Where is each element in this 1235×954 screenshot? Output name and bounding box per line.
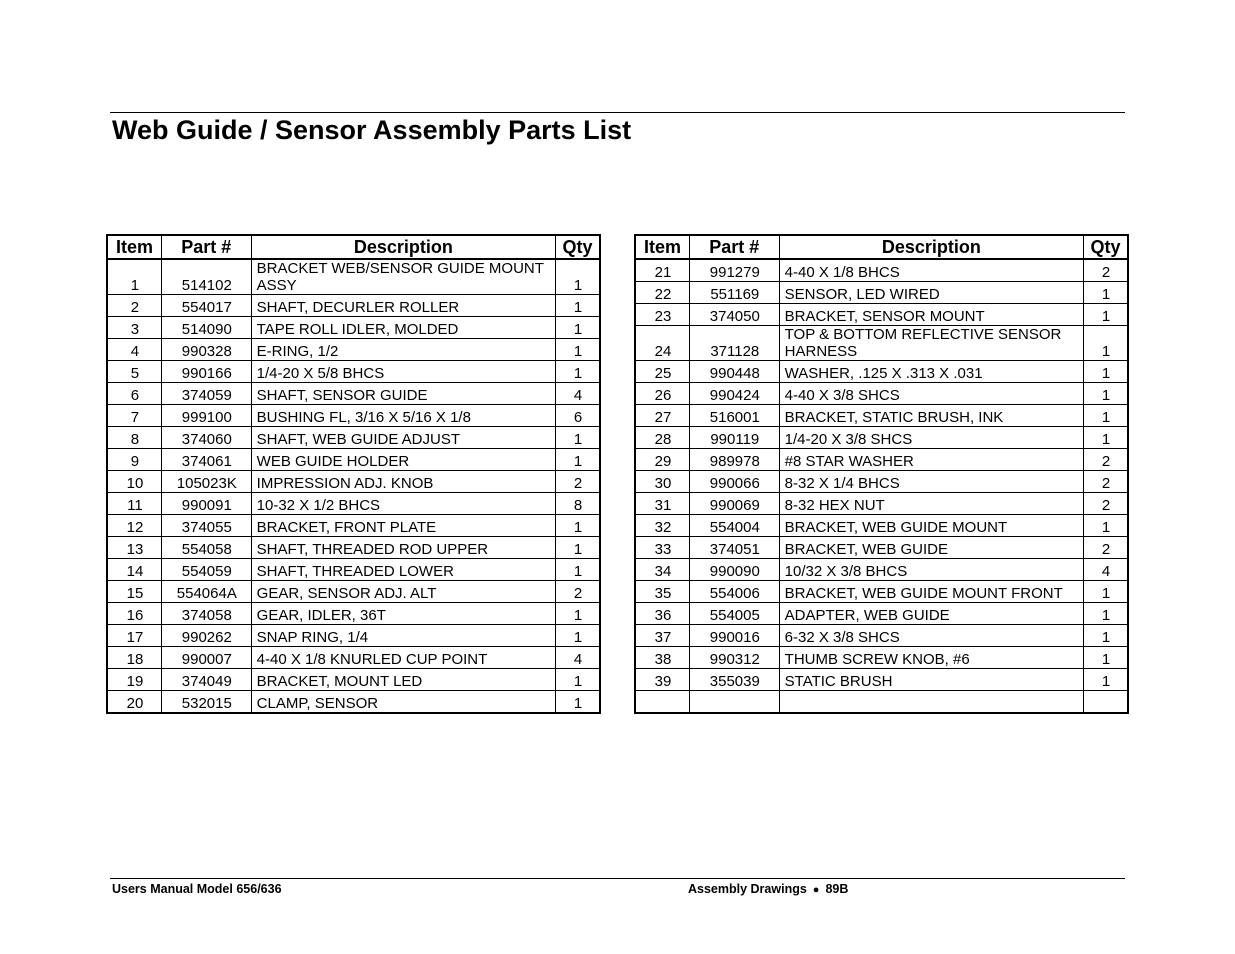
table-row	[635, 304, 1128, 326]
cell-item: 26	[635, 383, 689, 405]
cell-part-number: 554064A	[161, 581, 251, 603]
cell-qty: 1	[1084, 625, 1128, 647]
cell-qty: 1	[556, 669, 600, 691]
cell-qty: 1	[1084, 581, 1128, 603]
cell-item: 19	[107, 669, 161, 691]
cell-description: 6-32 X 3/8 SHCS	[779, 625, 1083, 647]
table-row	[635, 427, 1128, 449]
table-row	[107, 515, 600, 537]
table-header-row	[107, 235, 600, 259]
cell-part-number: 516001	[689, 405, 779, 427]
table-row	[635, 691, 1128, 714]
table-header-row	[635, 235, 1128, 259]
cell-qty: 1	[556, 449, 600, 471]
cell-item: 5	[107, 361, 161, 383]
cell-item: 31	[635, 493, 689, 515]
cell-qty: 1	[556, 625, 600, 647]
cell-description: ADAPTER, WEB GUIDE	[779, 603, 1083, 625]
cell-item: 10	[107, 471, 161, 493]
cell-description: TOP & BOTTOM REFLECTIVE SENSOR HARNESS	[779, 326, 1083, 361]
column-header-qty: Qty	[556, 235, 600, 259]
table-row	[107, 383, 600, 405]
table-row	[635, 581, 1128, 603]
table-row	[635, 405, 1128, 427]
cell-item: 29	[635, 449, 689, 471]
cell-item: 14	[107, 559, 161, 581]
cell-description: GEAR, IDLER, 36T	[251, 603, 555, 625]
cell-description: 4-40 X 3/8 SHCS	[779, 383, 1083, 405]
cell-qty: 1	[1084, 361, 1128, 383]
cell-qty: 8	[556, 493, 600, 515]
cell-qty: 1	[556, 259, 600, 295]
table-row	[635, 515, 1128, 537]
cell-qty: 1	[1084, 669, 1128, 691]
cell-part-number: 554058	[161, 537, 251, 559]
cell-qty: 1	[1084, 326, 1128, 361]
cell-qty: 2	[1084, 471, 1128, 493]
cell-qty: 1	[556, 515, 600, 537]
cell-part-number: 990119	[689, 427, 779, 449]
cell-part-number: 554004	[689, 515, 779, 537]
cell-description: SHAFT, THREADED LOWER	[251, 559, 555, 581]
column-header-part: Part #	[689, 235, 779, 259]
cell-description: BRACKET, WEB GUIDE	[779, 537, 1083, 559]
cell-part-number: 990328	[161, 339, 251, 361]
cell-part-number: 990424	[689, 383, 779, 405]
cell-part-number: 374051	[689, 537, 779, 559]
cell-item: 20	[107, 691, 161, 714]
table-row	[635, 259, 1128, 282]
cell-item: 16	[107, 603, 161, 625]
cell-item: 8	[107, 427, 161, 449]
cell-part-number: 990448	[689, 361, 779, 383]
cell-part-number: 990166	[161, 361, 251, 383]
cell-part-number: 532015	[161, 691, 251, 714]
cell-qty: 1	[1084, 603, 1128, 625]
cell-part-number: 551169	[689, 282, 779, 304]
cell-qty: 1	[1084, 304, 1128, 326]
cell-qty: 1	[556, 603, 600, 625]
cell-qty: 1	[556, 537, 600, 559]
cell-part-number: 105023K	[161, 471, 251, 493]
cell-description: SHAFT, WEB GUIDE ADJUST	[251, 427, 555, 449]
cell-qty: 1	[1084, 427, 1128, 449]
cell-qty: 4	[556, 647, 600, 669]
cell-description: SNAP RING, 1/4	[251, 625, 555, 647]
table-row	[107, 647, 600, 669]
table-row	[107, 405, 600, 427]
cell-part-number: 554005	[689, 603, 779, 625]
footer-manual-title: Users Manual Model 656/636	[112, 882, 282, 896]
cell-description: STATIC BRUSH	[779, 669, 1083, 691]
cell-qty: 6	[556, 405, 600, 427]
footer-section	[688, 882, 848, 896]
cell-item: 39	[635, 669, 689, 691]
cell-part-number: 990091	[161, 493, 251, 515]
cell-description: 1/4-20 X 3/8 SHCS	[779, 427, 1083, 449]
cell-qty: 1	[556, 339, 600, 361]
cell-part-number: 374059	[161, 383, 251, 405]
cell-item: 12	[107, 515, 161, 537]
cell-item: 36	[635, 603, 689, 625]
table-row	[107, 537, 600, 559]
table-row	[635, 282, 1128, 304]
cell-part-number: 514090	[161, 317, 251, 339]
table-row	[107, 625, 600, 647]
cell-part-number	[689, 691, 779, 714]
cell-item: 13	[107, 537, 161, 559]
cell-description: E-RING, 1/2	[251, 339, 555, 361]
cell-qty: 1	[556, 559, 600, 581]
cell-part-number: 991279	[689, 259, 779, 282]
cell-description: BUSHING FL, 3/16 X 5/16 X 1/8	[251, 405, 555, 427]
table-row	[107, 669, 600, 691]
table-row	[107, 603, 600, 625]
cell-item: 15	[107, 581, 161, 603]
cell-part-number: 374060	[161, 427, 251, 449]
cell-description: GEAR, SENSOR ADJ. ALT	[251, 581, 555, 603]
page-title: Web Guide / Sensor Assembly Parts List	[112, 115, 632, 145]
cell-part-number: 374050	[689, 304, 779, 326]
cell-description: SHAFT, THREADED ROD UPPER	[251, 537, 555, 559]
cell-description: BRACKET, WEB GUIDE MOUNT	[779, 515, 1083, 537]
table-row	[107, 559, 600, 581]
cell-part-number: 374055	[161, 515, 251, 537]
cell-qty: 4	[556, 383, 600, 405]
cell-item: 7	[107, 405, 161, 427]
cell-part-number: 554017	[161, 295, 251, 317]
cell-part-number: 990312	[689, 647, 779, 669]
table-row	[107, 259, 600, 295]
cell-item: 25	[635, 361, 689, 383]
cell-description: WEB GUIDE HOLDER	[251, 449, 555, 471]
cell-part-number: 371128	[689, 326, 779, 361]
table-row	[635, 559, 1128, 581]
cell-description: BRACKET WEB/SENSOR GUIDE MOUNT ASSY	[251, 259, 555, 295]
footer-rule	[110, 878, 1125, 879]
cell-qty: 2	[1084, 259, 1128, 282]
cell-qty: 2	[556, 581, 600, 603]
cell-part-number: 554059	[161, 559, 251, 581]
cell-description: BRACKET, MOUNT LED	[251, 669, 555, 691]
table-row	[635, 537, 1128, 559]
cell-part-number: 554006	[689, 581, 779, 603]
cell-part-number: 990069	[689, 493, 779, 515]
table-row	[107, 339, 600, 361]
table-row	[107, 691, 600, 714]
cell-description: SHAFT, SENSOR GUIDE	[251, 383, 555, 405]
cell-qty: 1	[556, 317, 600, 339]
cell-part-number: 374049	[161, 669, 251, 691]
cell-qty: 1	[1084, 383, 1128, 405]
parts-table-right	[634, 234, 1129, 714]
cell-qty: 2	[1084, 493, 1128, 515]
cell-qty: 2	[556, 471, 600, 493]
cell-item: 27	[635, 405, 689, 427]
cell-item: 4	[107, 339, 161, 361]
column-header-qty: Qty	[1084, 235, 1128, 259]
footer-page-number: 89B	[825, 882, 849, 896]
table-row	[107, 295, 600, 317]
table-row	[635, 449, 1128, 471]
table-row	[635, 669, 1128, 691]
table-row	[635, 361, 1128, 383]
cell-description: 1/4-20 X 5/8 BHCS	[251, 361, 555, 383]
cell-qty: 1	[556, 691, 600, 714]
column-header-description: Description	[251, 235, 555, 259]
cell-qty: 4	[1084, 559, 1128, 581]
cell-item: 23	[635, 304, 689, 326]
table-row	[107, 581, 600, 603]
table-row	[107, 471, 600, 493]
column-header-item: Item	[635, 235, 689, 259]
table-row	[635, 647, 1128, 669]
cell-description: BRACKET, FRONT PLATE	[251, 515, 555, 537]
cell-description: CLAMP, SENSOR	[251, 691, 555, 714]
cell-part-number: 374058	[161, 603, 251, 625]
cell-item: 18	[107, 647, 161, 669]
cell-qty: 2	[1084, 449, 1128, 471]
cell-description: 10-32 X 1/2 BHCS	[251, 493, 555, 515]
cell-description	[779, 691, 1083, 714]
cell-qty: 2	[1084, 537, 1128, 559]
cell-part-number: 990066	[689, 471, 779, 493]
cell-item: 3	[107, 317, 161, 339]
table-row	[635, 493, 1128, 515]
cell-item: 34	[635, 559, 689, 581]
column-header-part: Part #	[161, 235, 251, 259]
cell-item: 32	[635, 515, 689, 537]
cell-description: BRACKET, WEB GUIDE MOUNT FRONT	[779, 581, 1083, 603]
cell-item	[635, 691, 689, 714]
table-row	[107, 493, 600, 515]
cell-qty: 1	[556, 427, 600, 449]
cell-qty: 1	[556, 295, 600, 317]
table-row	[635, 471, 1128, 493]
cell-item: 22	[635, 282, 689, 304]
table-row	[107, 317, 600, 339]
cell-item: 21	[635, 259, 689, 282]
cell-part-number: 990007	[161, 647, 251, 669]
cell-part-number: 514102	[161, 259, 251, 295]
cell-part-number: 999100	[161, 405, 251, 427]
cell-item: 30	[635, 471, 689, 493]
cell-part-number: 989978	[689, 449, 779, 471]
cell-description: SENSOR, LED WIRED	[779, 282, 1083, 304]
table-row	[107, 361, 600, 383]
cell-part-number: 990016	[689, 625, 779, 647]
cell-description: IMPRESSION ADJ. KNOB	[251, 471, 555, 493]
cell-item: 28	[635, 427, 689, 449]
cell-item: 24	[635, 326, 689, 361]
cell-item: 2	[107, 295, 161, 317]
table-row	[635, 383, 1128, 405]
cell-item: 35	[635, 581, 689, 603]
cell-qty: 1	[556, 361, 600, 383]
cell-qty: 1	[1084, 405, 1128, 427]
cell-item: 1	[107, 259, 161, 295]
cell-description: SHAFT, DECURLER ROLLER	[251, 295, 555, 317]
table-row	[635, 326, 1128, 361]
cell-qty: 1	[1084, 282, 1128, 304]
header-rule	[110, 112, 1125, 113]
cell-description: 4-40 X 1/8 BHCS	[779, 259, 1083, 282]
cell-qty: 1	[1084, 647, 1128, 669]
cell-description: BRACKET, STATIC BRUSH, INK	[779, 405, 1083, 427]
cell-description: TAPE ROLL IDLER, MOLDED	[251, 317, 555, 339]
cell-description: 8-32 HEX NUT	[779, 493, 1083, 515]
bullet-icon: ●	[812, 884, 820, 896]
cell-item: 6	[107, 383, 161, 405]
footer-section-label: Assembly Drawings	[688, 882, 807, 896]
cell-item: 17	[107, 625, 161, 647]
column-header-description: Description	[779, 235, 1083, 259]
cell-description: THUMB SCREW KNOB, #6	[779, 647, 1083, 669]
parts-table-left	[106, 234, 601, 714]
cell-description: 10/32 X 3/8 BHCS	[779, 559, 1083, 581]
cell-description: #8 STAR WASHER	[779, 449, 1083, 471]
cell-qty: 1	[1084, 515, 1128, 537]
table-row	[107, 427, 600, 449]
column-header-item: Item	[107, 235, 161, 259]
cell-item: 11	[107, 493, 161, 515]
cell-qty	[1084, 691, 1128, 714]
cell-item: 9	[107, 449, 161, 471]
cell-item: 33	[635, 537, 689, 559]
cell-item: 37	[635, 625, 689, 647]
cell-part-number: 990262	[161, 625, 251, 647]
parts-table-right-body	[635, 259, 1128, 713]
table-row	[635, 625, 1128, 647]
parts-table-left-body	[107, 259, 600, 713]
cell-part-number: 374061	[161, 449, 251, 471]
cell-part-number: 990090	[689, 559, 779, 581]
cell-item: 38	[635, 647, 689, 669]
cell-description: BRACKET, SENSOR MOUNT	[779, 304, 1083, 326]
cell-description: 4-40 X 1/8 KNURLED CUP POINT	[251, 647, 555, 669]
cell-description: 8-32 X 1/4 BHCS	[779, 471, 1083, 493]
cell-description: WASHER, .125 X .313 X .031	[779, 361, 1083, 383]
cell-part-number: 355039	[689, 669, 779, 691]
table-row	[107, 449, 600, 471]
table-row	[635, 603, 1128, 625]
